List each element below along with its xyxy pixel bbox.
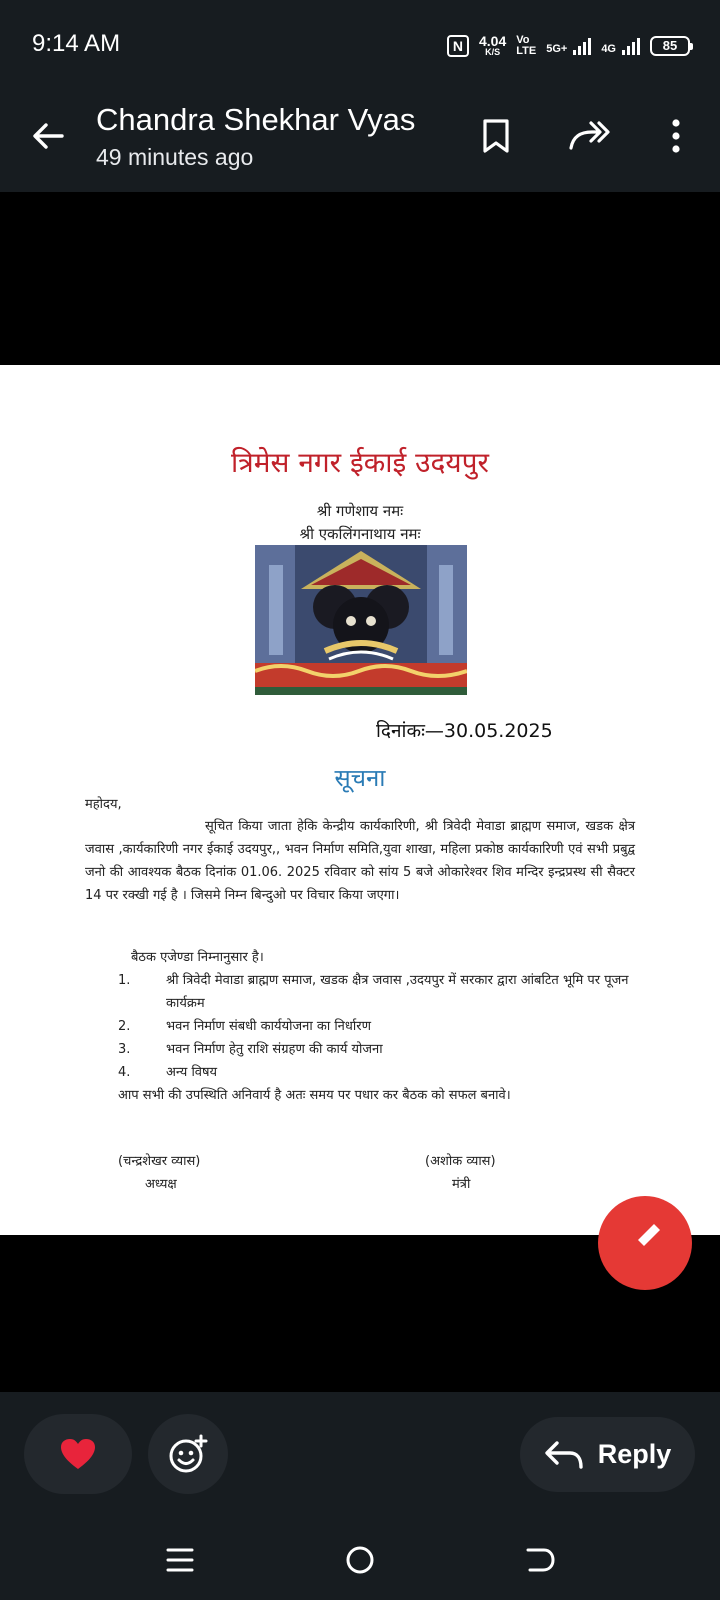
sim1-signal-icon — [546, 37, 591, 55]
agenda-text: अन्य विषय — [166, 1065, 218, 1080]
notice-heading: सूचना — [334, 764, 386, 792]
volte-top: Vo — [516, 33, 530, 46]
document-image[interactable] — [0, 365, 720, 1235]
mantra-ganesh: श्री गणेशाय नमः — [316, 502, 404, 520]
sim2-label: 4G — [601, 42, 616, 55]
network-speed-value: 4.04 — [478, 33, 507, 49]
battery-icon: 85 — [650, 36, 690, 56]
edit-fab[interactable] — [598, 1196, 692, 1290]
menu-lines-icon — [166, 1546, 194, 1574]
signatory-right-role: मंत्री — [452, 1177, 471, 1192]
agenda-number: 2. — [118, 1019, 131, 1034]
agenda-text: भवन निर्माण हेतु राशि संग्रहण की कार्य योजना — [166, 1042, 383, 1057]
reply-label: Reply — [597, 1439, 672, 1469]
status-bar — [0, 0, 720, 92]
pencil-icon — [598, 1196, 692, 1290]
back-button[interactable] — [28, 116, 68, 156]
add-reaction-icon — [168, 1434, 208, 1474]
home-circle-icon — [345, 1545, 375, 1575]
network-speed — [479, 34, 506, 57]
status-time: 9:14 AM — [32, 30, 121, 57]
agenda-number: 1. — [118, 973, 131, 988]
agenda-item — [118, 1015, 638, 1038]
sender-name: Chandra Shekhar Vyas — [96, 102, 416, 137]
agenda-number: 4. — [118, 1065, 131, 1080]
nfc-icon: N — [447, 35, 469, 57]
closing-line: आप सभी की उपस्थिति अनिवार्य है अतः समय पर पधार कर बैठक को सफल बनावे। — [118, 1088, 511, 1103]
heart-icon — [60, 1438, 96, 1470]
home-button[interactable] — [340, 1540, 380, 1580]
org-title: त्रिमेस नगर ईकाई उदयपुर — [231, 446, 489, 479]
status-icons — [447, 34, 690, 57]
sim1-label: 5G+ — [546, 42, 568, 55]
network-speed-unit: K/S — [485, 47, 501, 57]
deity-photo — [255, 545, 467, 695]
mantra-eklingnath: श्री एकलिंगनाथाय नमः — [299, 525, 421, 543]
notice-body: सूचित किया जाता हेकि केन्द्रीय कार्यकारिणी, श्री त्रिवेदी मेवाडा ब्राह्मण समाज, खडक क्षेत्र जवास ,कार्यकारिणी नगर ईकाई उदयपुर,, भवन निर्माण समिति,युवा शाखा, महिला प्रकोष्ठ कार्यकारिणी एवं सभी प्रबुद्व जनो की आवश्यक बैठक दिनांक 01.06. 2025 रविवार को सांय 5 बजे ओकारेश्वर शिव मन्दिर इन्द्रप्रस्थ सी सैक्टर 14 पर रक्खी गई है । जिसमे निम्न बिन्दुओ पर विचार किया जएगा। — [85, 819, 635, 903]
agenda-text: भवन निर्माण संबधी कार्ययोजना का निर्धारण — [166, 1019, 371, 1034]
app-bar — [0, 92, 720, 192]
agenda-text: श्री त्रिवेदी मेवाडा ब्राह्मण समाज, खडक क्षैत्र जवास ,उदयपुर में सरकार द्वारा आंबटित भूमि पर पूजन कार्यक्रम — [166, 973, 629, 1011]
agenda-item — [118, 969, 638, 1015]
signatory-right-name: (अशोक व्यास) — [425, 1154, 496, 1169]
more-options-button[interactable] — [654, 114, 698, 158]
forward-all-icon — [568, 118, 612, 154]
reply-button[interactable] — [520, 1417, 695, 1492]
signatory-left-role: अध्यक्ष — [145, 1177, 177, 1192]
recent-apps-button[interactable] — [160, 1540, 200, 1580]
forward-button[interactable] — [568, 114, 612, 158]
volte-bottom: LTE — [516, 44, 537, 57]
like-button[interactable] — [24, 1414, 132, 1494]
agenda-intro: बैठक एजेण्डा निम्नानुसार है। — [131, 950, 264, 965]
volte-icon — [516, 35, 536, 57]
agenda-item — [118, 1038, 638, 1061]
salutation: महोदय, — [85, 797, 122, 812]
agenda-number: 3. — [118, 1042, 131, 1057]
bookmark-icon — [480, 118, 512, 154]
signatory-left-name: (चन्द्रशेखर व्यास) — [118, 1154, 201, 1169]
nav-back-icon — [524, 1545, 556, 1575]
reply-icon — [544, 1440, 584, 1470]
more-vert-icon — [670, 118, 682, 154]
notice-date: दिनांकः—30.05.2025 — [376, 720, 553, 742]
react-button[interactable] — [148, 1414, 228, 1494]
save-button[interactable] — [474, 114, 518, 158]
nav-back-button[interactable] — [520, 1540, 560, 1580]
arrow-left-icon — [28, 116, 68, 156]
sim2-signal-icon — [601, 37, 640, 55]
agenda-item — [118, 1061, 638, 1084]
message-time: 49 minutes ago — [96, 144, 254, 170]
